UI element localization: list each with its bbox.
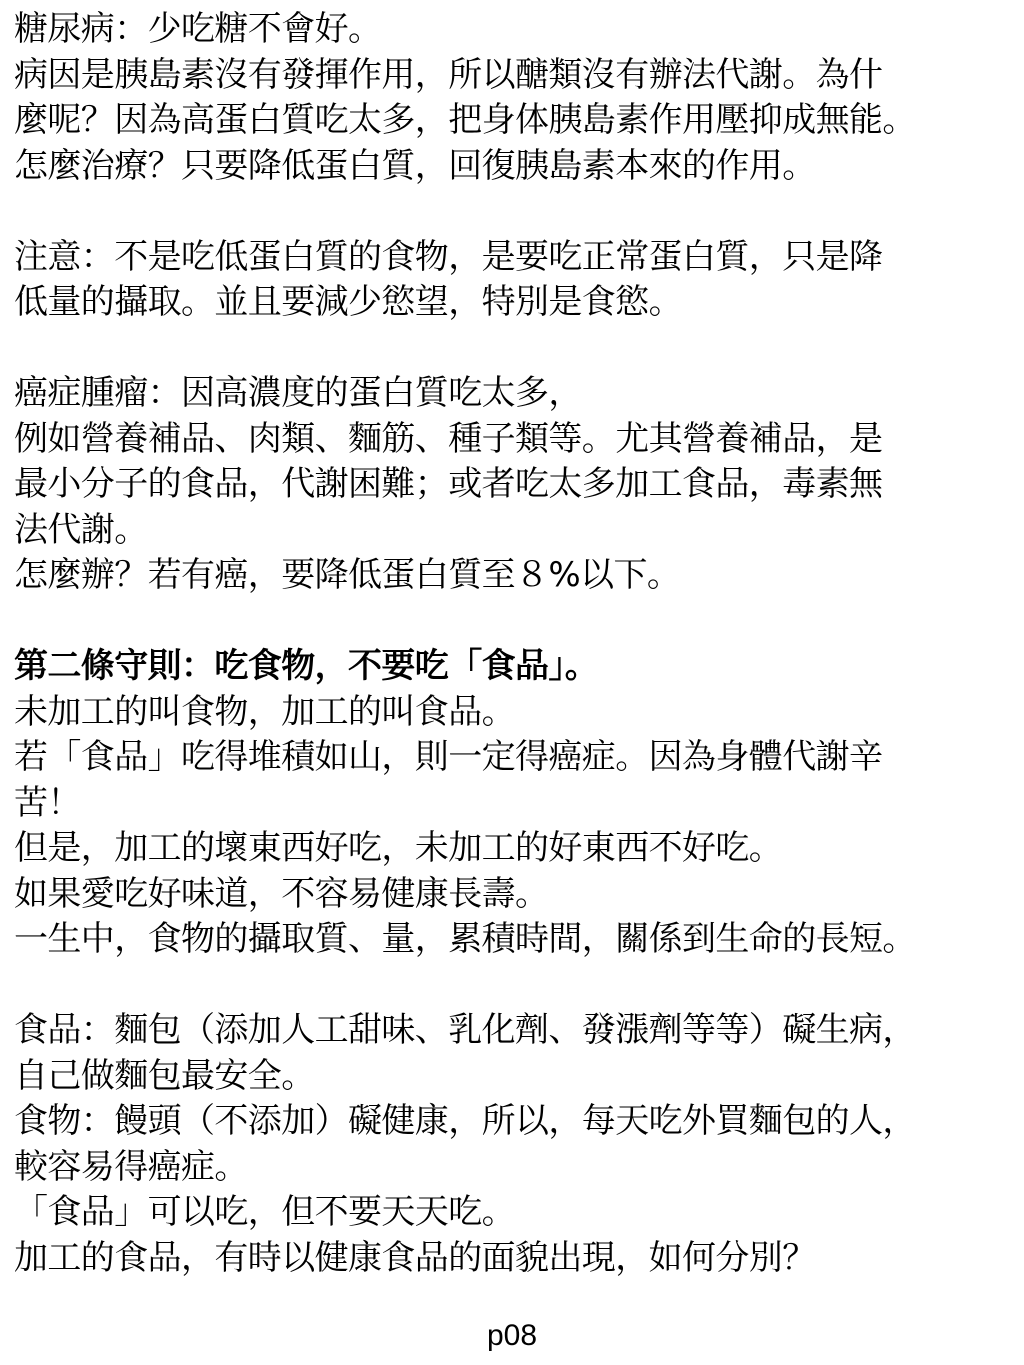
paragraph-line: 未加工的叫食物，加工的叫食品。 [14, 691, 515, 732]
section-heading: 第二條守則：吃食物，不要吃「食品」。 [14, 646, 599, 686]
section-note [14, 235, 1018, 326]
section-rule-two [14, 644, 1018, 963]
document-body [14, 7, 1018, 1281]
paragraph-line: 麼呢？因為高蛋白質吃太多，把身体胰島素作用壓抑成無能。 [14, 100, 916, 140]
paragraph-line: 糖尿病：少吃糖不會好。 [14, 9, 382, 49]
paragraph-line: 低量的攝取。並且要減少慾望，特別是食慾。 [14, 282, 682, 322]
paragraph-line: 較容易得癌症。 [14, 1146, 248, 1187]
paragraph-line: 食品：麵包（添加人工甜味、乳化劑、發漲劑等等）礙生病， [14, 1010, 916, 1050]
section-cancer [14, 371, 1018, 599]
spacer [14, 189, 1018, 235]
paragraph-line: 怎麼治療？只要降低蛋白質，回復胰島素本來的作用。 [14, 145, 816, 186]
paragraph-line: 「食品」可以吃，但不要天天吃。 [14, 1192, 515, 1232]
paragraph-line: 食物：饅頭（不添加）礙健康，所以，每天吃外買麵包的人， [14, 1101, 916, 1141]
paragraph-line: 加工的食品，有時以健康食品的面貌出現，如何分別？ [14, 1237, 816, 1278]
page-number: p08 [486, 1319, 538, 1352]
paragraph-line: 苦！ [14, 782, 81, 823]
paragraph-line: 自己做麵包最安全。 [14, 1055, 315, 1096]
section-food [14, 1008, 1018, 1281]
spacer [14, 326, 1018, 372]
paragraph-line: 例如營養補品、肉類、麵筋、種子類等。尤其營養補品，是 [14, 418, 883, 459]
paragraph-line: 注意：不是吃低蛋白質的食物，是要吃正常蛋白質，只是降 [14, 236, 883, 277]
paragraph-line: 癌症腫瘤：因高濃度的蛋白質吃太多， [14, 373, 582, 413]
paragraph-line: 如果愛吃好味道，不容易健康長壽。 [14, 873, 549, 914]
paragraph-line: 法代謝。 [14, 509, 148, 550]
paragraph-line: 怎麼辦？若有癌，要降低蛋白質至８%以下。 [14, 555, 681, 595]
paragraph-line: 最小分子的食品，代謝困難；或者吃太多加工食品，毒素無 [14, 464, 883, 504]
section-diabetes [14, 7, 1018, 189]
paragraph-line: 病因是胰島素沒有發揮作用，所以醣類沒有辦法代謝。為什 [14, 54, 883, 95]
paragraph-line: 但是，加工的壞東西好吃，未加工的好東西不好吃。 [14, 828, 783, 868]
spacer [14, 599, 1018, 645]
spacer [14, 963, 1018, 1009]
paragraph-line: 若「食品」吃得堆積如山，則一定得癌症。因為身體代謝辛 [14, 737, 883, 777]
paragraph-line: 一生中，食物的攝取質、量，累積時間，關係到生命的長短。 [14, 919, 916, 959]
